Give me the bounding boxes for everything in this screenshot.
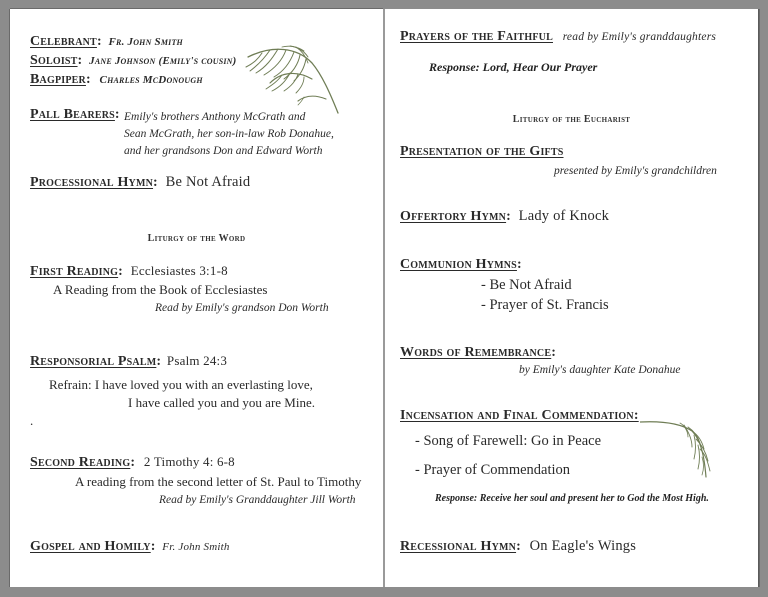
second-reading-row [30, 455, 235, 470]
second-reading-description: A reading from the second letter of St. Paul to Timothy [75, 474, 362, 489]
communion-hymns-label: Communion Hymns [400, 257, 517, 272]
gospel-and-homily-label: Gospel and Homily [30, 539, 151, 554]
bagpiper-label: Bagpiper [30, 72, 86, 87]
first-reading-value: Ecclesiastes 3:1-8 [130, 263, 228, 278]
gospel-and-homily-value: Fr. John Smith [162, 541, 230, 553]
prayers-response: Response: Lord, Hear Our Prayer [429, 60, 598, 74]
refrain-line: I have called you and you are Mine. [128, 395, 315, 410]
colon: : [96, 34, 102, 49]
prayers-of-the-faithful-value: read by Emily's granddaughters [562, 31, 717, 43]
processional-hymn-value: Be Not Afraid [165, 174, 251, 190]
bagpiper-value: Charles McDonough [99, 74, 203, 86]
soloist-row [30, 54, 237, 68]
palm-frond-icon [242, 41, 342, 117]
bagpiper-row [30, 73, 203, 87]
pall-bearers-row [30, 108, 120, 122]
pall-bearers-line: Sean McGrath, her son-in-law Rob Donahue, [124, 128, 334, 140]
pall-bearers-line: Emily's brothers Anthony McGrath and [124, 111, 306, 123]
responsorial-psalm-row [30, 354, 227, 369]
pall-bearers-line: and her grandsons Don and Edward Worth [124, 145, 323, 157]
right-page [385, 9, 758, 587]
celebrant-row [30, 35, 183, 49]
responsorial-psalm-label: Responsorial Psalm [30, 354, 157, 369]
presentation-of-gifts-value: presented by Emily's grandchildren [554, 165, 717, 177]
first-reading-description: A Reading from the Book of Ecclesiastes [53, 282, 268, 297]
soloist-label: Soloist [30, 53, 78, 68]
colon: : [114, 107, 120, 122]
offertory-hymn-value: Lady of Knock [518, 208, 610, 224]
first-reading-label: First Reading [30, 264, 119, 279]
recessional-hymn-label: Recessional Hymn [400, 539, 517, 554]
second-reading-label: Second Reading [30, 455, 131, 470]
celebrant-value: Fr. John Smith [108, 36, 183, 48]
colon: : [85, 72, 91, 87]
colon: : [118, 264, 123, 279]
incensation-label: Incensation and Final Commendation: [400, 408, 639, 423]
words-of-remembrance-value: by Emily's daughter Kate Donahue [519, 364, 681, 376]
refrain-line: Refrain: I have loved you with an everlasting love, [49, 377, 313, 392]
stray-period: . [30, 413, 34, 428]
colon: : [130, 455, 136, 470]
colon: : [506, 209, 511, 224]
incensation-item: - Prayer of Commendation [415, 462, 571, 478]
recessional-hymn-row [400, 539, 636, 554]
words-of-remembrance-row [400, 346, 556, 360]
processional-hymn-row [30, 175, 250, 190]
presentation-of-gifts-label: Presentation of the Gifts [400, 144, 564, 159]
colon: : [516, 539, 521, 554]
pall-bearers-label: Pall Bearers [30, 107, 115, 122]
incensation-row [400, 409, 639, 423]
section-heading-liturgy-of-the-word: Liturgy of the Word [147, 233, 246, 244]
colon: : [516, 257, 522, 272]
colon: : [153, 175, 158, 190]
palm-frond-icon [640, 419, 720, 481]
celebrant-label: Celebrant [30, 34, 97, 49]
incensation-item: - Song of Farewell: Go in Peace [415, 433, 602, 449]
second-reading-reader: Read by Emily's Granddaughter Jill Worth [159, 494, 356, 506]
communion-hymns-row [400, 258, 522, 272]
offertory-hymn-label: Offertory Hymn [400, 209, 507, 224]
colon: : [551, 345, 557, 360]
colon: : [150, 539, 156, 554]
responsorial-psalm-value: Psalm 24:3 [166, 353, 228, 368]
first-reading-row [30, 264, 228, 279]
presentation-of-gifts-row [400, 145, 564, 159]
offertory-hymn-row [400, 209, 609, 224]
communion-hymn-item: - Prayer of St. Francis [481, 297, 609, 313]
section-heading-liturgy-of-the-eucharist: Liturgy of the Eucharist [512, 114, 631, 125]
colon: : [77, 53, 83, 68]
first-reading-reader: Read by Emily's grandson Don Worth [155, 302, 329, 314]
communion-hymn-item: - Be Not Afraid [481, 277, 572, 293]
left-page [10, 9, 383, 587]
recessional-hymn-value: On Eagle's Wings [529, 538, 637, 554]
gospel-and-homily-row [30, 540, 230, 554]
incensation-response: Response: Receive her soul and present her to God the Most High. [435, 493, 709, 504]
prayers-of-the-faithful-label: Prayers of the Faithful [400, 29, 553, 44]
soloist-value: Jane Johnson (Emily's cousin) [89, 55, 237, 67]
second-reading-value: 2 Timothy 4: 6-8 [143, 454, 235, 469]
prayers-of-the-faithful-row [400, 30, 716, 44]
colon: : [156, 354, 162, 369]
words-of-remembrance-label: Words of Remembrance [400, 345, 552, 360]
processional-hymn-label: Processional Hymn [30, 175, 154, 190]
